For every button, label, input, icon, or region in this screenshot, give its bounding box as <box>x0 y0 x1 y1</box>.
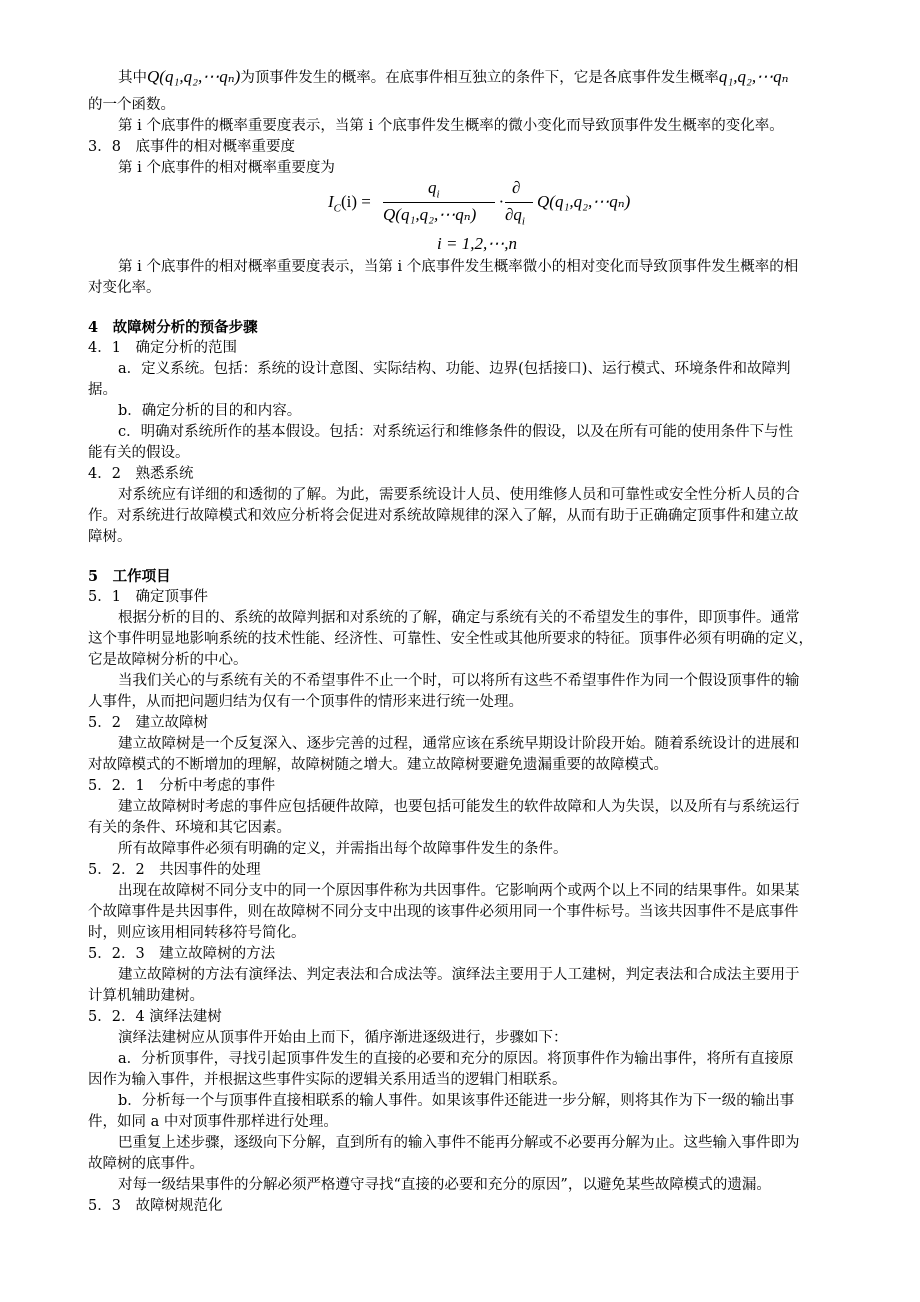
partial-numerator: ∂ <box>512 178 521 197</box>
formula-lhs: $I_C(i)$ = <box>328 192 371 215</box>
fraction-denominator: Q(q₁,q₂,⋯qₙ) <box>383 205 477 224</box>
math-expression: q₁,q₂,⋯qₙ <box>718 67 789 86</box>
paragraph-line: 所有故障事件必须有明确的定义，并需指出每个故障事件发生的条件。 <box>118 841 568 857</box>
paragraph-line: 计算机辅助建树。 <box>88 988 204 1004</box>
paragraph-line: 因作为输入事件，并根据这些事件实际的逻辑关系用适当的逻辑门相联系。 <box>88 1072 567 1088</box>
chapter-heading: 4 故障树分析的预备步骤 <box>88 319 258 336</box>
section-heading: 5．3 故障树规范化 <box>88 1198 223 1214</box>
paragraph-line: 根据分析的目的、系统的故障判据和对系统的了解，确定与系统有关的不希望发生的事件，即顶事件。通常 <box>118 610 800 626</box>
formula-rhs: Q(q₁,q₂,⋯qₙ) <box>537 192 631 211</box>
section-heading: 5．2．2 共因事件的处理 <box>88 862 261 878</box>
section-heading: 4．1 确定分析的范围 <box>88 340 237 356</box>
section-heading: 3．8 底事件的相对概率重要度 <box>88 139 295 155</box>
index-range: i = 1,2,⋯,n <box>437 234 517 253</box>
paragraph-line: 时，则应该用相同转移符号简化。 <box>88 925 306 941</box>
paragraph-line: 对故障模式的不断增加的理解，故障树随之增大。建立故障树要避免遗漏重要的故障模式。 <box>88 757 668 773</box>
paragraph-line: 当我们关心的与系统有关的不希望事件不止一个时，可以将所有这些不希望事件作为同一个假设顶事件的输 <box>118 673 800 689</box>
paragraph-line: 对系统应有详细的和透彻的了解。为此，需要系统设计人员、使用维修人员和可靠性或安全性分析人员的合 <box>118 487 800 503</box>
paragraph-line: c．明确对系统所作的基本假设。包括：对系统运行和维修条件的假设，以及在所有可能的使用条件下与性 <box>118 424 794 440</box>
paragraph-line: 建立故障树时考虑的事件应包括硬件故障，也要包括可能发生的软件故障和人为失误，以及所有与系统运行 <box>118 799 800 815</box>
fraction-bar <box>383 202 495 203</box>
paragraph-line: 对变化率。 <box>88 280 161 296</box>
text-span: 其中 <box>118 70 147 86</box>
paragraph-line: 据。 <box>88 382 117 398</box>
paragraph-line: 第 i 个底事件的相对概率重要度为 <box>118 160 335 176</box>
math-expression: Q(q₁,q₂,⋯qₙ) <box>147 67 241 86</box>
paragraph-line: 第 i 个底事件的概率重要度表示，当第 i 个底事件发生概率的微小变化而导致顶事件发生概率的变化率。 <box>118 118 784 134</box>
section-heading: 5．2．3 建立故障树的方法 <box>88 946 276 962</box>
dot-operator: · <box>499 192 504 211</box>
section-heading: 4．2 熟悉系统 <box>88 466 194 482</box>
paragraph-line: 第 i 个底事件的相对概率重要度表示，当第 i 个底事件发生概率微小的相对变化而导致顶事件发生概率的相 <box>118 259 799 275</box>
section-heading: 5．2 建立故障树 <box>88 715 208 731</box>
paragraph-line: 个故障事件是共因事件，则在故障树不同分支中出现的该事件必须用同一个事件标号。当该共因事件不是底事件 <box>88 904 799 920</box>
paragraph-line: 巴重复上述步骤，逐级向下分解，直到所有的输入事件不能再分解或不必要再分解为止。这些输入事件即为 <box>118 1135 800 1151</box>
paragraph-line <box>118 66 880 89</box>
paragraph-line: 有关的条件、环境和其它因素。 <box>88 820 291 836</box>
section-heading: 5．1 确定顶事件 <box>88 589 208 605</box>
fraction-bar <box>505 202 533 203</box>
paragraph-line: b．确定分析的目的和内容。 <box>118 403 302 419</box>
paragraph-line: 对每一级结果事件的分解必须严格遵守寻找“直接的必要和充分的原因”，以避免某些故障模式的遗漏。 <box>118 1177 771 1193</box>
paragraph-line: a．分析顶事件，寻找引起顶事件发生的直接的必要和充分的原因。将顶事件作为输出事件，将所有直接原 <box>118 1051 794 1067</box>
fraction-numerator: $q_i$ <box>428 178 440 201</box>
paragraph-line: 建立故障树是一个反复深入、逐步完善的过程，通常应该在系统早期设计阶段开始。随着系统设计的进展和 <box>118 736 800 752</box>
paragraph-line: 人事件，从而把问题归结为仅有一个顶事件的情形来进行统一处理。 <box>88 694 523 710</box>
paragraph-line: 的一个函数。 <box>88 97 175 113</box>
paragraph-line: 障树。 <box>88 529 132 545</box>
paragraph-line: 这个事件明显地影响系统的技术性能、经济性、可靠性、安全性或其他所要求的特征。顶事件必须有明确的定义， <box>88 631 813 647</box>
paragraph-line: 能有关的假设。 <box>88 445 190 461</box>
paragraph-line: 出现在故障树不同分支中的同一个原因事件称为共因事件。它影响两个或两个以上不同的结果事件。如果某 <box>118 883 800 899</box>
paragraph-line: b．分析每一个与顶事件直接相联系的输人事件。如果该事件还能进一步分解，则将其作为下一级的输出事 <box>118 1093 795 1109</box>
paragraph-line: 它是故障树分析的中心。 <box>88 652 248 668</box>
section-heading: 5．2．4 演绎法建树 <box>88 1009 222 1025</box>
paragraph-line: 演绎法建树应从顶事件开始由上而下，循序渐进逐级进行，步骤如下： <box>118 1030 568 1046</box>
paragraph-line: 建立故障树的方法有演绎法、判定表法和合成法等。演绎法主要用于人工建树，判定表法和合成法主要用于 <box>118 967 800 983</box>
partial-denominator: $\partial q_i$ <box>505 205 525 228</box>
paragraph-line: 作。对系统进行故障模式和效应分析将会促进对系统故障规律的深入了解，从而有助于正确确定顶事件和建立故 <box>88 508 799 524</box>
chapter-heading: 5 工作项目 <box>88 568 171 585</box>
paragraph-line: 故障树的底事件。 <box>88 1156 204 1172</box>
paragraph-line: a．定义系统。包括：系统的设计意图、实际结构、功能、边界(包括接口)、运行模式、环境条件和故障判 <box>118 361 791 377</box>
section-heading: 5．2．1 分析中考虑的事件 <box>88 778 276 794</box>
paragraph-line: 件，如同 a 中对顶事件那样进行处理。 <box>88 1114 338 1130</box>
relative-importance-formula <box>325 178 685 262</box>
text-span: 为顶事件发生的概率。在底事件相互独立的条件下，它是各底事件发生概率 <box>240 70 719 86</box>
